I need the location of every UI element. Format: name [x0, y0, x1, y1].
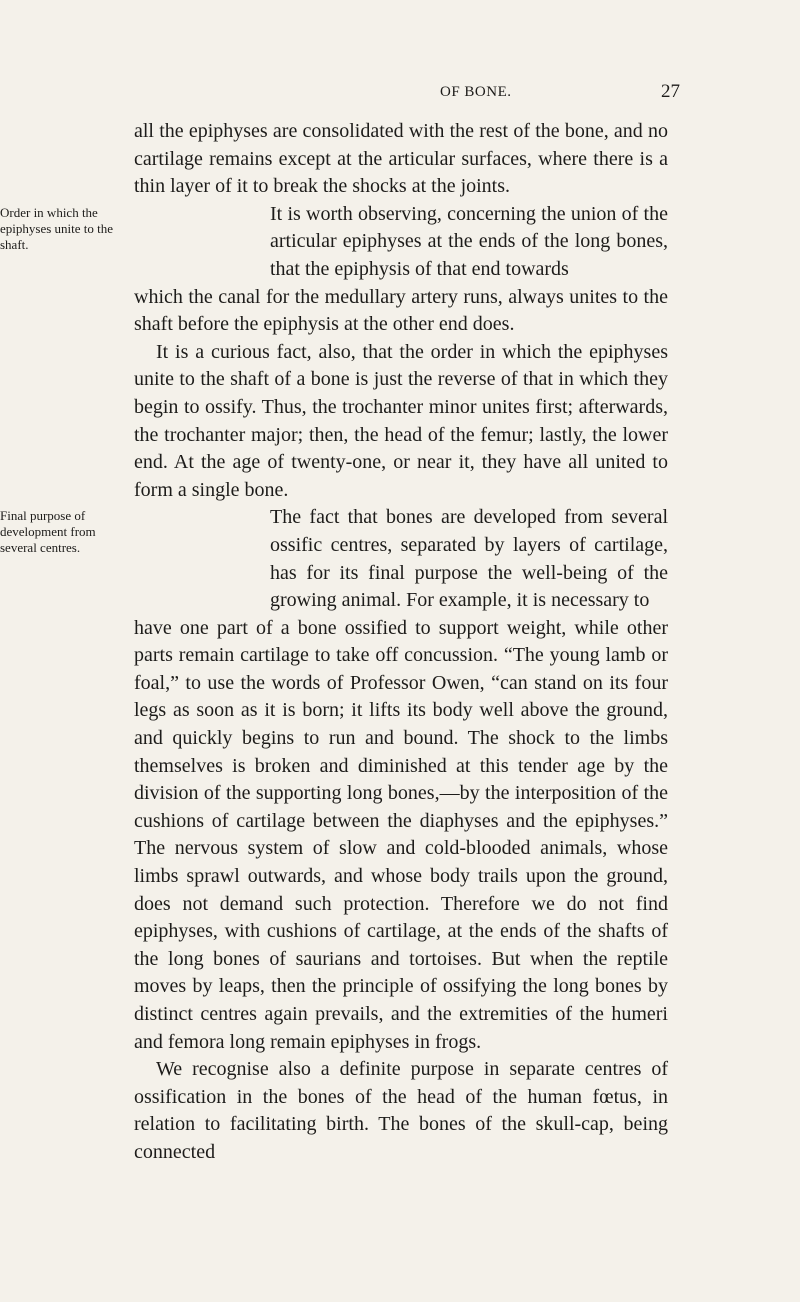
body-text [0, 118, 668, 1167]
paragraph-2 [0, 201, 668, 339]
paragraph-2-lead: It is worth observing, concerning the union of the articular epiphyses at the ends of the long bones, that the epiphysis of that end towards [270, 202, 668, 280]
paragraph-2-body: which the canal for the medullary artery runs, always unites to the shaft before the epiphysis at the other end does. [134, 285, 668, 336]
paragraph-1: all the epiphyses are consolidated with the rest of the bone, and no cartilage remains except at the articular surfaces, where there is a thin layer of it to break the shocks at the joints. [134, 120, 668, 198]
paragraph-4 [0, 504, 668, 1056]
paragraph-4-body: have one part of a bone ossified to support weight, while other parts remain cartilage to take off concussion. “The young lamb or foal,” to use the words of Professor Owen, “can stand on its four legs as soon as it is born; it lifts its body well above the ground, and quickly begins to run and bound. The shock to the limbs themselves is broken and diminished at this tender age by the division of the supporting long bones,—by the interposition of the cushions of cartilage between the diaphyses and the epiphyses.” The nervous system of slow and cold-blooded animals, whose limbs sprawl outwards, and whose body trails upon the ground, does not demand such protection. Therefore we do not find epiphyses, with cushions of cartilage, at the ends of the shafts of the long bones of saurians and tortoises. But when the reptile moves by leaps, then the principle of ossifying the long bones by distinct centres again prevails, and the extremities of the humeri and femora long remain epiphyses in frogs. [134, 616, 668, 1053]
running-head: OF BONE. [440, 84, 512, 100]
paragraph-4-lead: The fact that bones are developed from several ossific centres, separated by layers of cartilage, has for its final purpose the well-being of the growing animal. For example, it is necessary to [270, 506, 668, 612]
sidenote-order-of-union: Order in which the epiphyses unite to the shaft. [0, 204, 114, 252]
paragraph-3: It is a curious fact, also, that the order in which the epiphyses unite to the shaft of a bone is just the reverse of that in which they begin to ossify. Thus, the trochanter minor unites first; afterwards, the trochanter major; then, the head of the femur; lastly, the lower end. At the age of twenty-one, or near it, they have all united to form a single bone. [134, 340, 668, 501]
paragraph-5: We recognise also a definite purpose in separate centres of ossification in the bones of the head of the human fœtus, in relation to facilitating birth. The bones of the skull-cap, being connected [134, 1058, 668, 1163]
page-number: 27 [661, 81, 680, 102]
sidenote-final-purpose: Final purpose of development from several centres. [0, 508, 96, 556]
